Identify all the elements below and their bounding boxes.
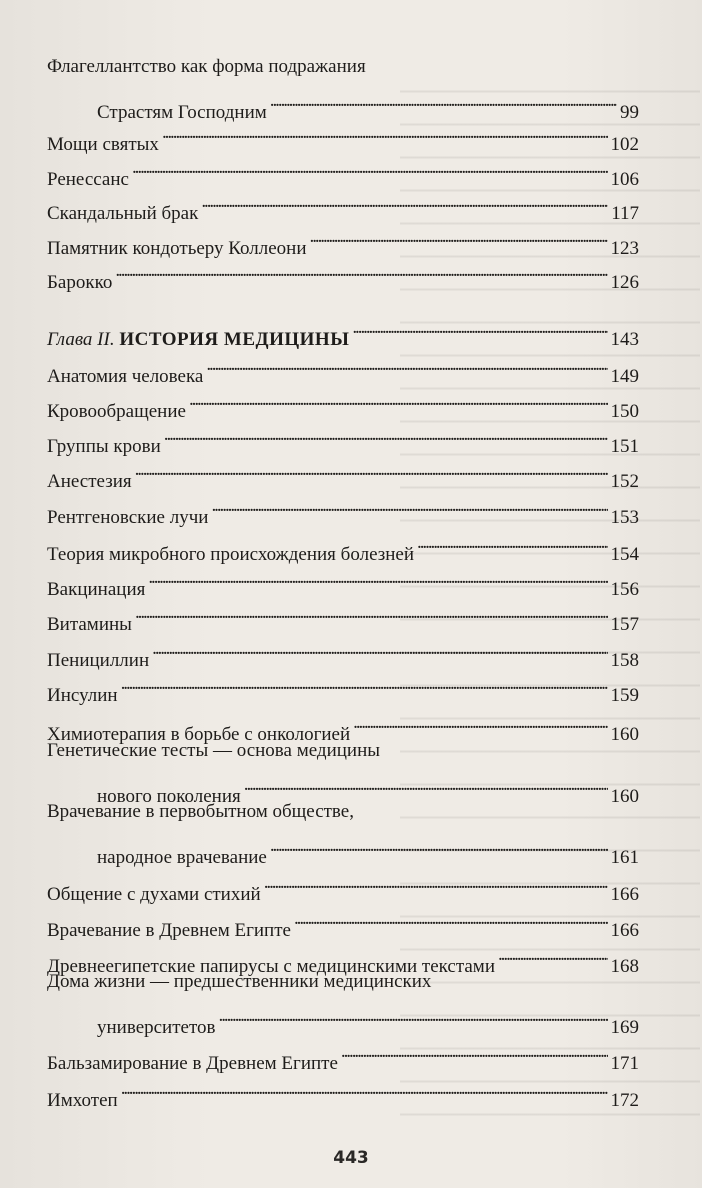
toc-page-number: 143 <box>610 329 639 350</box>
toc-page-number: 123 <box>610 238 639 259</box>
toc-entry-title: Витамины <box>47 614 132 635</box>
toc-page-number: 99 <box>620 102 639 123</box>
dot-leader <box>270 829 608 863</box>
toc-entry-title-line: Генетические тесты — основа медицины <box>47 740 381 761</box>
chapter-title: ИСТОРИЯ МЕДИЦИНЫ <box>119 329 350 350</box>
toc-entry-title: Бальзамирование в Древнем Египте <box>47 1053 338 1074</box>
toc-entry <box>47 795 639 868</box>
dot-leader <box>201 185 608 219</box>
dot-leader <box>310 220 608 254</box>
toc-entry <box>47 1035 639 1074</box>
toc-entry <box>47 453 639 492</box>
toc-page-number: 159 <box>610 685 639 706</box>
toc-entry-title: нового поколения <box>97 786 241 807</box>
page-number: 443 <box>333 1148 369 1168</box>
chapter-prefix: Глава II. <box>47 329 115 350</box>
toc-entry <box>47 383 639 422</box>
toc-entry-title: Анестезия <box>47 471 132 492</box>
toc-entry <box>47 866 639 905</box>
dot-leader <box>121 1072 608 1106</box>
toc-page-number: 160 <box>610 724 639 745</box>
toc-entry-title: Рентгеновские лучи <box>47 507 209 528</box>
toc-entry-title: Химиотерапия в борьбе с онкологией <box>47 724 351 745</box>
toc-page-number: 166 <box>610 884 639 905</box>
dot-leader <box>294 902 608 936</box>
dot-leader <box>148 561 607 595</box>
dot-leader <box>264 866 608 900</box>
toc-entry <box>47 1072 639 1111</box>
toc-entry <box>47 526 639 565</box>
toc-entry <box>47 667 639 706</box>
toc-entry-title-line: Флагеллантство как форма подражания <box>47 56 366 77</box>
toc-page-number: 156 <box>610 579 639 600</box>
dot-leader <box>132 151 608 185</box>
dot-leader <box>219 999 608 1033</box>
toc-page-number: 117 <box>611 203 639 224</box>
toc-page-number: 152 <box>610 471 639 492</box>
toc-page-number: 153 <box>610 507 639 528</box>
dot-leader <box>135 453 608 487</box>
toc-entry <box>47 596 639 635</box>
dot-leader <box>211 489 607 523</box>
toc-page-number: 151 <box>610 436 639 457</box>
dot-leader <box>270 84 617 118</box>
toc-page-number: 168 <box>610 956 639 977</box>
toc-entry-title: Анатомия человека <box>47 366 204 387</box>
toc-page-number: 150 <box>610 401 639 422</box>
toc-entry-title: Теория микробного происхождения болезней <box>47 544 415 565</box>
toc-entry <box>47 965 639 1038</box>
toc-entry-title-line: Дома жизни — предшественники медицинских <box>47 971 432 992</box>
dot-leader <box>206 348 607 382</box>
dot-leader <box>152 632 607 666</box>
toc-entry-title: университетов <box>97 1017 216 1038</box>
toc-entry-title: Врачевание в Древнем Египте <box>47 920 291 941</box>
toc-page-number: 158 <box>610 650 639 671</box>
dot-leader <box>352 311 607 345</box>
toc-page-number: 166 <box>610 920 639 941</box>
toc-page-number: 171 <box>610 1053 639 1074</box>
toc-entry-title: Памятник кондотьеру Коллеони <box>47 238 307 259</box>
toc-entry <box>47 348 639 387</box>
toc-entry-title: Древнеегипетские папирусы с медицинскими текстами <box>47 956 495 977</box>
toc-entry-title: Вакцинация <box>47 579 146 600</box>
toc-page-number: 172 <box>610 1090 639 1111</box>
toc-page-number: 161 <box>610 847 639 868</box>
toc-entry <box>47 561 639 600</box>
dot-leader <box>164 418 608 452</box>
toc-entry-title: Скандальный брак <box>47 203 199 224</box>
toc-page-number: 169 <box>610 1017 639 1038</box>
toc-entry <box>47 734 639 807</box>
toc-chapter-heading <box>47 311 639 350</box>
toc-entry-title: Пенициллин <box>47 650 150 671</box>
dot-leader <box>417 526 607 560</box>
toc-entry-title: Группы крови <box>47 436 161 457</box>
toc-entry <box>47 418 639 457</box>
toc-page-number: 157 <box>610 614 639 635</box>
dot-leader <box>341 1035 608 1069</box>
toc-entry-title-line: Врачевание в первобытном обществе, <box>47 801 354 822</box>
toc-entry <box>47 116 639 155</box>
toc-page-number: 126 <box>610 272 639 293</box>
toc-entry <box>47 220 639 259</box>
dot-leader <box>162 116 608 150</box>
toc-entry <box>47 50 639 123</box>
toc-entry-title: Инсулин <box>47 685 118 706</box>
toc-entry-title: Страстям Господним <box>97 102 267 123</box>
toc-page-number: 102 <box>610 134 639 155</box>
toc-entry <box>47 151 639 190</box>
toc-entry-title: Имхотеп <box>47 1090 118 1111</box>
toc-entry-title: народное врачевание <box>97 847 267 868</box>
dot-leader <box>135 596 608 630</box>
toc-entry <box>47 902 639 941</box>
dot-leader <box>189 383 608 417</box>
toc-entry-title: Ренессанс <box>47 169 129 190</box>
toc-page-number: 149 <box>610 366 639 387</box>
dot-leader <box>115 254 607 288</box>
toc-entry <box>47 632 639 671</box>
toc-entry-title: Мощи святых <box>47 134 159 155</box>
toc-entry <box>47 254 639 293</box>
toc-entry <box>47 185 639 224</box>
toc-entry-title: Кровообращение <box>47 401 186 422</box>
toc-entry <box>47 489 639 528</box>
toc-page-number: 154 <box>610 544 639 565</box>
toc-page-number: 106 <box>610 169 639 190</box>
dot-leader <box>121 667 608 701</box>
toc-entry-title: Барокко <box>47 272 113 293</box>
toc-page-number: 160 <box>610 786 639 807</box>
toc-entry-title: Общение с духами стихий <box>47 884 261 905</box>
